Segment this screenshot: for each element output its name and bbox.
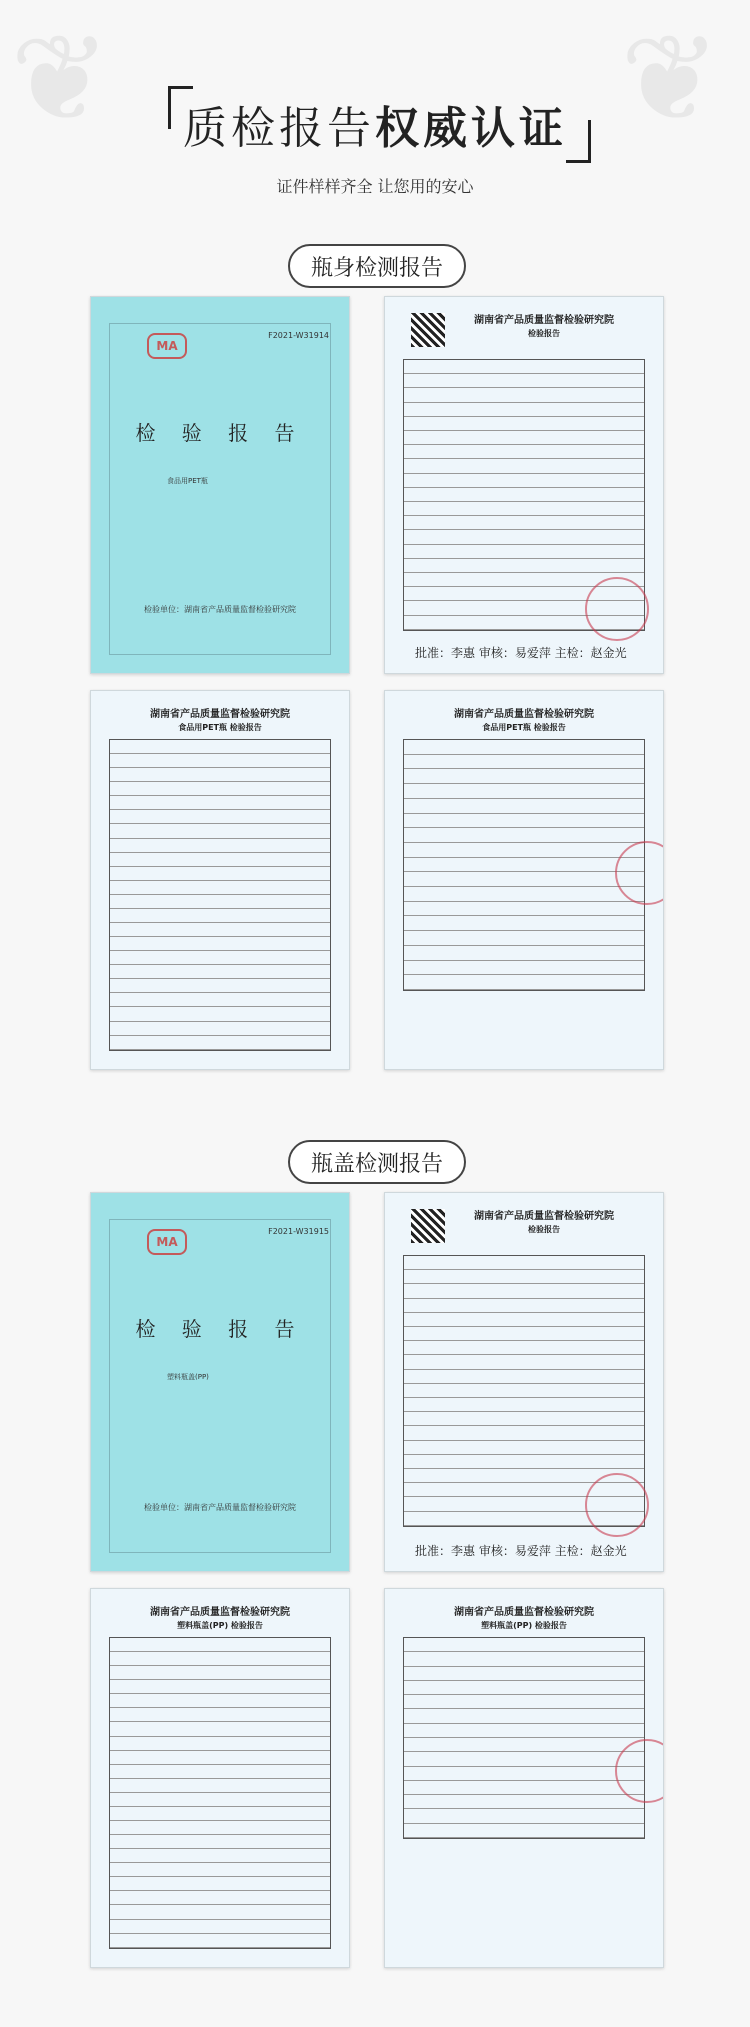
- report-subtitle: 塑料瓶盖(PP) 检验报告: [481, 1621, 567, 1630]
- table-row: [110, 853, 330, 867]
- cover-product: 塑料瓶盖(PP): [167, 1373, 209, 1381]
- report-subtitle: 塑料瓶盖(PP) 检验报告: [177, 1621, 263, 1630]
- institute-name: 湖南省产品质量监督检验研究院: [474, 315, 614, 326]
- result-table: [109, 739, 331, 1051]
- table-row: [110, 1920, 330, 1934]
- result-table: [403, 739, 645, 991]
- cover-title: 检 验 报 告: [135, 1317, 305, 1341]
- result-table: [403, 1637, 645, 1839]
- table-row: [110, 1934, 330, 1948]
- qr-code-icon: [411, 1209, 445, 1243]
- result-table: [109, 1637, 331, 1949]
- table-row: [404, 961, 644, 976]
- table-row: [404, 916, 644, 931]
- table-row: [404, 502, 644, 516]
- table-row: [110, 1891, 330, 1905]
- table-row: [110, 1807, 330, 1821]
- cover-fields: [167, 475, 208, 488]
- cover-fields: [167, 1371, 209, 1384]
- table-row: [110, 1905, 330, 1919]
- institute-name: 湖南省产品质量监督检验研究院: [474, 1211, 614, 1222]
- table-row: [404, 445, 644, 459]
- report-document: [384, 296, 664, 674]
- table-row: [404, 828, 644, 843]
- table-row: [404, 902, 644, 917]
- table-row: [404, 931, 644, 946]
- signatures: 批准：李惠 审核：易爱萍 主检：赵金光: [415, 1544, 627, 1558]
- table-row: [404, 516, 644, 530]
- official-seal: [585, 577, 649, 641]
- table-row: [404, 1709, 644, 1723]
- table-row: [404, 1370, 644, 1384]
- table-row: [110, 810, 330, 824]
- section-label-bottle-body: 瓶身检测报告: [288, 244, 466, 288]
- table-row: [404, 975, 644, 990]
- cover-issuer: 检验单位：湖南省产品质量监督检验研究院: [144, 1503, 296, 1512]
- page-subtitle: 证件样样齐全 让您用的安心: [276, 177, 474, 196]
- ornament-left: ❦: [10, 10, 111, 149]
- report-subtitle: 食品用PET瓶 检验报告: [482, 723, 566, 732]
- section-label-bottle-cap: 瓶盖检测报告: [288, 1140, 466, 1184]
- table-row: [404, 1398, 644, 1412]
- report-subtitle: 食品用PET瓶 检验报告: [178, 723, 262, 732]
- table-row: [404, 1652, 644, 1666]
- table-row: [110, 1694, 330, 1708]
- table-row: [110, 881, 330, 895]
- table-row: [110, 867, 330, 881]
- table-row: [404, 403, 644, 417]
- cover-issuer: 检验单位：湖南省产品质量监督检验研究院: [144, 605, 296, 614]
- table-row: [404, 459, 644, 473]
- test-result-table-2: [384, 690, 664, 1070]
- table-row: [404, 887, 644, 902]
- table-row: [110, 951, 330, 965]
- table-row: [404, 784, 644, 799]
- table-row: [110, 768, 330, 782]
- table-row: [404, 1681, 644, 1695]
- table-row: [404, 417, 644, 431]
- table-row: [110, 1638, 330, 1652]
- table-row: [404, 374, 644, 388]
- table-row: [404, 843, 644, 858]
- institute-name: 湖南省产品质量监督检验研究院: [454, 1607, 594, 1618]
- table-row: [404, 1412, 644, 1426]
- table-row: [110, 965, 330, 979]
- table-row: [110, 1877, 330, 1891]
- cover-document: [90, 296, 350, 674]
- table-row: [110, 824, 330, 838]
- table-row: [110, 979, 330, 993]
- table-row: [404, 1256, 644, 1270]
- table-row: [404, 814, 644, 829]
- table-row: [110, 754, 330, 768]
- table-row: [110, 1708, 330, 1722]
- table-row: [404, 1752, 644, 1766]
- official-seal: [585, 1473, 649, 1537]
- table-row: [404, 1313, 644, 1327]
- table-row: [404, 474, 644, 488]
- table-row: [404, 1270, 644, 1284]
- page-title: [0, 92, 750, 156]
- table-row: [404, 1455, 644, 1469]
- report-number: F2021-W31914: [268, 331, 329, 340]
- table-row: [110, 1779, 330, 1793]
- table-row: [404, 858, 644, 873]
- cover-document: [90, 1192, 350, 1572]
- table-row: [110, 937, 330, 951]
- table-row: [110, 1863, 330, 1877]
- table-row: [404, 872, 644, 887]
- table-row: [110, 1821, 330, 1835]
- table-row: [404, 1795, 644, 1809]
- table-row: [404, 360, 644, 374]
- table-row: [404, 559, 644, 573]
- table-row: [110, 740, 330, 754]
- table-row: [404, 488, 644, 502]
- table-row: [404, 530, 644, 544]
- table-row: [404, 1327, 644, 1341]
- table-row: [404, 1724, 644, 1738]
- table-row: [404, 1638, 644, 1652]
- table-row: [404, 1667, 644, 1681]
- table-row: [110, 1680, 330, 1694]
- table-row: [404, 545, 644, 559]
- table-row: [404, 1355, 644, 1369]
- table-row: [110, 796, 330, 810]
- table-row: [110, 1722, 330, 1736]
- table-row: [404, 1767, 644, 1781]
- table-row: [110, 1652, 330, 1666]
- table-row: [404, 1695, 644, 1709]
- table-row: [404, 1441, 644, 1455]
- table-row: [404, 1284, 644, 1298]
- table-row: [404, 431, 644, 445]
- report-title: 检验报告: [528, 1225, 560, 1234]
- signatures: 批准：李惠 审核：易爱萍 主检：赵金光: [415, 646, 627, 660]
- table-row: [110, 839, 330, 853]
- cma-logo: MA: [147, 333, 187, 359]
- table-row: [404, 946, 644, 961]
- table-row: [404, 1809, 644, 1823]
- table-row: [404, 755, 644, 770]
- table-row: [404, 1384, 644, 1398]
- table-row: [404, 1299, 644, 1313]
- table-row: [404, 388, 644, 402]
- title-bold: 权威认证: [375, 103, 567, 154]
- table-row: [110, 1022, 330, 1036]
- table-row: [404, 740, 644, 755]
- table-row: [110, 895, 330, 909]
- institute-name: 湖南省产品质量监督检验研究院: [150, 1607, 290, 1618]
- table-row: [110, 1849, 330, 1863]
- institute-name: 湖南省产品质量监督检验研究院: [454, 709, 594, 720]
- table-row: [110, 1036, 330, 1050]
- table-row: [110, 1793, 330, 1807]
- report-document: [384, 1192, 664, 1572]
- table-row: [404, 1781, 644, 1795]
- qr-code-icon: [411, 313, 445, 347]
- table-row: [110, 1835, 330, 1849]
- table-row: [110, 1737, 330, 1751]
- table-row: [404, 799, 644, 814]
- report-title: 检验报告: [528, 329, 560, 338]
- test-result-table-1: [90, 690, 350, 1070]
- table-row: [110, 1666, 330, 1680]
- test-result-table-3: [90, 1588, 350, 1968]
- test-result-table-4: [384, 1588, 664, 1968]
- institute-name: 湖南省产品质量监督检验研究院: [150, 709, 290, 720]
- table-row: [110, 1751, 330, 1765]
- title-light: 质检报告: [183, 103, 375, 154]
- table-row: [404, 1824, 644, 1838]
- table-row: [110, 782, 330, 796]
- table-row: [110, 923, 330, 937]
- ornament-right: ❦: [620, 10, 721, 149]
- cover-product: 食品用PET瓶: [167, 477, 208, 485]
- table-row: [110, 1007, 330, 1021]
- table-row: [110, 1765, 330, 1779]
- cover-title: 检 验 报 告: [135, 421, 305, 445]
- table-row: [110, 909, 330, 923]
- table-row: [404, 1738, 644, 1752]
- table-row: [110, 993, 330, 1007]
- cma-logo: MA: [147, 1229, 187, 1255]
- table-row: [404, 769, 644, 784]
- report-number: F2021-W31915: [268, 1227, 329, 1236]
- table-row: [404, 1341, 644, 1355]
- table-row: [404, 1426, 644, 1440]
